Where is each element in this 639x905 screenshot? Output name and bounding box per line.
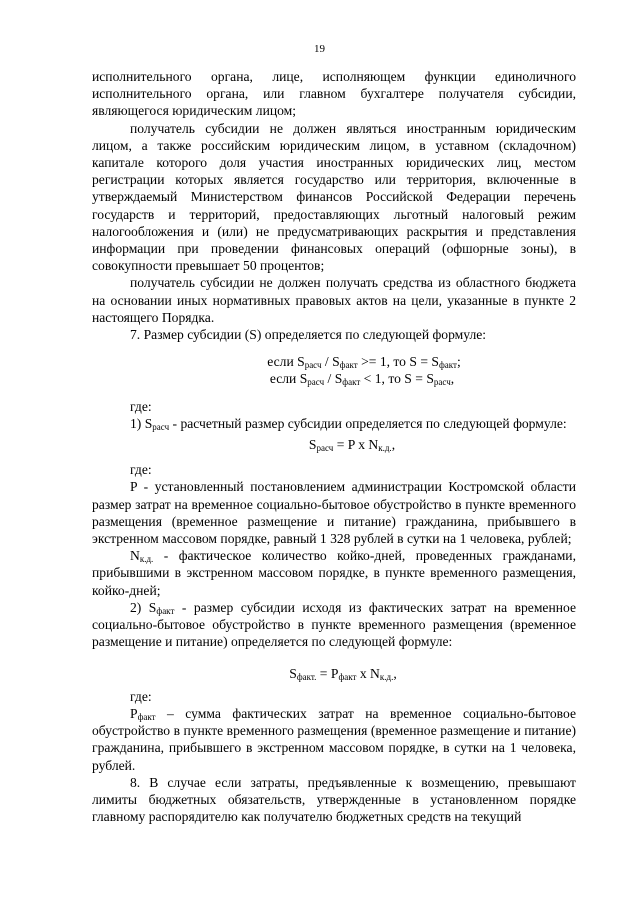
paragraph-s-fact: 2) $S_{факт}$ - размер субсидии исходя из фактических затрат на временное социально-бытовое обустройство в пункте временного размещения (временное размещение и питание) определяется по следующей формуле: [92, 599, 576, 650]
paragraph-continuation: исполнительного органа, лице, исполняющем функции единоличного исполнительного органа, или главном бухгалтере получателя субсидии, являющегося юридическим лицом; [92, 69, 576, 119]
paragraph-n-definition: $N_{к.д.}$ - фактическое количество койко-дней, проведенных гражданами, прибывшими в экстренном массовом порядке, в пункте временного размещения, койко-дней; [92, 548, 576, 598]
paragraph-foreign-entity: получатель субсидии не должен являться иностранным юридическим лицом, а также российским юридическим лицом, в уставном (складочном) капитале которого доля участия иностранных юридических лиц, местом регистрации которых является государство или территория, включенные в утверждаемый Министерством финансов Российской Федерации перечень государств и территорий, предоставляющих льготный налоговый режим налогообложения и (или) не предусматривающих раскрытия и представления информации при проведении финансовых операций (офшорные зоны), в совокупности превышает 50 процентов; [92, 120, 576, 274]
formula-s-calc: $S_{расч} = P$ x $N_{к.д.}$, [308, 437, 396, 454]
document-body [92, 68, 576, 825]
paragraph-p-definition: P - установленный постановлением администрации Костромской области размер затрат на временное социально-бытовое обустройство в пункте временного размещения (временное размещение и питание) гражданина, прибывшего в экстренном массовом порядке, равный 1 328 рублей в сутки на 1 человека, рублей; [92, 479, 576, 547]
page-number: 19 [314, 43, 325, 55]
paragraph-item-8: 8. В случае если затраты, предъявленные к возмещению, превышают лимиты бюджетных обязательств, утвержденные в установленном порядке главному распорядителю как получателю бюджетных средств на текущий [92, 774, 576, 825]
paragraph-other-funding: получатель субсидии не должен получать средства из областного бюджета на основании иных нормативных правовых актов на цели, указанные в пункте 2 настоящего Порядка. [92, 275, 576, 325]
formula-s-fact: $S_{факт.} = P_{факт}$ x $N_{к.д.}$, [289, 665, 397, 682]
paragraph-s-calc: 1) $S_{расч}$ - расчетный размер субсидии определяется по следующей формуле: [130, 415, 567, 432]
where-label: где: [130, 398, 152, 414]
where-label: где: [130, 462, 152, 478]
formula-condition-2: если $S_{расч} / S_{факт} < 1$, то $S = S_{расч}$, [269, 371, 455, 388]
paragraph-p-fact-definition: $P_{факт}$ – сумма фактических затрат на временное социально-бытовое обустройство в пункте временного размещения (временное размещение и питание) гражданина, прибывшего в экстренном массовом порядке, в сутки на 1 человека, рублей. [92, 705, 576, 773]
where-label: где: [130, 688, 152, 704]
paragraph-item-7: 7. Размер субсидии (S) определяется по следующей формуле: [130, 327, 487, 343]
formula-condition-1: если $S_{расч} / S_{факт} >= 1$, то $S = S_{факт}$; [267, 354, 461, 371]
